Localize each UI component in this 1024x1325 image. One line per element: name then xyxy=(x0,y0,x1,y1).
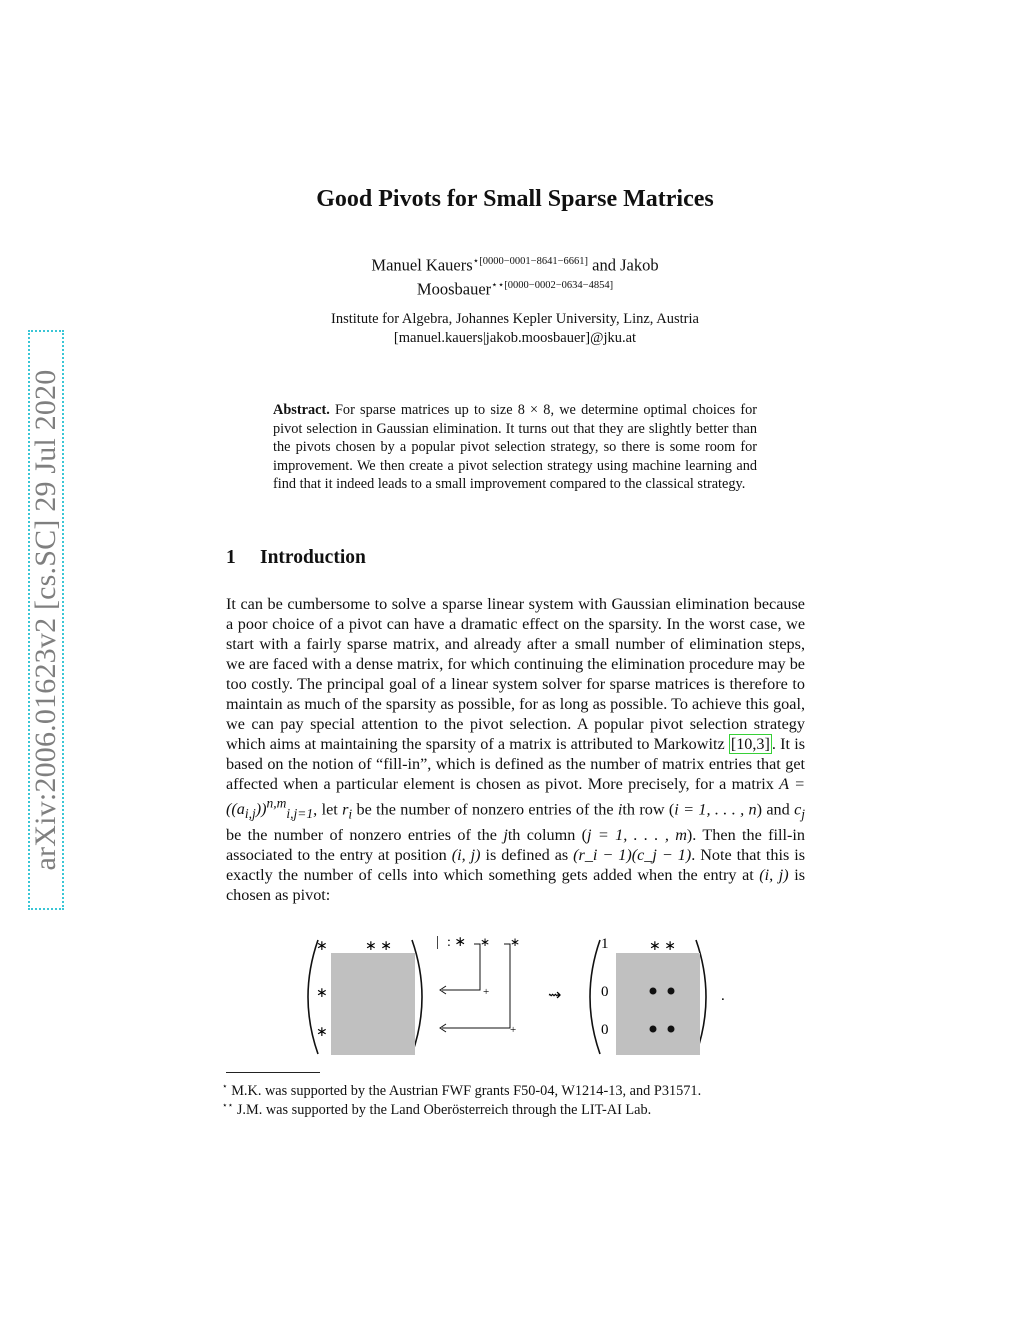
r-subscript: i xyxy=(348,806,353,822)
section-number: 1 xyxy=(226,547,236,568)
footnote-2 xyxy=(222,1096,651,1119)
arrow-line-1 xyxy=(442,944,480,990)
matrix-sup: n,m xyxy=(266,796,287,811)
intro-text-6: ) and xyxy=(756,800,795,819)
matrix-close: )) xyxy=(255,800,267,819)
footnote-2-text: J.M. was supported by the Land Oberösterreich through the LIT-AI Lab. xyxy=(236,1101,652,1118)
left-star-mid: ∗ xyxy=(316,986,328,1001)
i-index: i xyxy=(617,800,623,819)
author-name-1: Manuel Kauers xyxy=(371,255,473,275)
left-shaded-block xyxy=(331,953,415,1055)
institute-line: Institute for Algebra, Johannes Kepler University, Linz, Austria xyxy=(331,311,699,327)
left-star-top-b: ∗ ∗ xyxy=(365,939,392,954)
col-star-1: ∗ xyxy=(480,935,491,949)
r-symbol: r xyxy=(342,800,349,819)
email-line: [manuel.kauers|jakob.moosbauer]@jku.at xyxy=(393,330,637,346)
right-zero-1: 0 xyxy=(601,984,609,1000)
abstract-text: For sparse matrices up to size 8 × 8, we determine optimal choices for pivot selection in Gaussian elimination. It turns out that they are slightly better than the pivots chosen by a popular pivot selection strategy, so there is some room for improvement. We then create a pivot selection strategy using machine learning and find that it indeed leads to a small improvement compared to the classical strategy. xyxy=(273,402,757,492)
intro-text-3: , let xyxy=(313,800,343,819)
right-paren-open xyxy=(590,940,600,1054)
fill-dot-4 xyxy=(668,1026,675,1033)
position-ij-2: (i, j) xyxy=(759,865,789,884)
author-connector: and Jakob xyxy=(592,255,659,275)
right-one: 1 xyxy=(601,936,609,952)
arrow-line-2 xyxy=(442,944,510,1028)
right-stars: ∗ ∗ xyxy=(649,939,676,954)
intro-text-2: . It is based on the notion of “fill-in”, which is defined as the number of matrix entries that get affected when a particular element is chosen as pivot. More precisely, for a matrix xyxy=(226,735,805,793)
fill-dot-3 xyxy=(650,1026,657,1033)
author-2-orcid: ⋆⋆[0000−0002−0634−4854] xyxy=(491,279,614,291)
left-star-bot: ∗ xyxy=(316,1025,328,1040)
intro-text-10: is defined as xyxy=(480,845,574,864)
footnote-1-text: M.K. was supported by the Austrian FWF grants F50-04, W1214-13, and P31571. xyxy=(231,1082,702,1099)
section-title: Introduction xyxy=(260,547,366,568)
j-index: j xyxy=(503,825,508,844)
author-1-orcid: ⋆[0000−0001−8641−6661] xyxy=(472,256,589,267)
fill-dot-1 xyxy=(650,988,657,995)
matrix-expr: A = ((a xyxy=(226,775,805,819)
intro-text-7: be the number of nonzero entries of the xyxy=(226,825,504,844)
row-label: : ∗ xyxy=(447,935,467,950)
fill-in-formula: (r_i − 1)(c_j − 1) xyxy=(573,845,692,864)
left-star-top-a: ∗ xyxy=(316,939,328,954)
c-subscript: j xyxy=(801,806,806,822)
intro-text-1: It can be cumbersome to solve a sparse linear system with Gaussian elimination because a poor choice of a pivot can have a dramatic effect on the sparsity. In the worst case, we start with a fairly sparse matrix, and already after a small number of elimination steps, we are faced with a dense matrix, for which continuing the elimination procedure may be too costly. The principal goal of a linear system solver for sparse matrices is therefore to maintain as much of the sparsity as possible, for as long as possible. To achieve this goal, we can pay special attention to the pivot selection. A popular pivot selection strategy which aims at maintaining the sparsity of a matrix is attributed to Markowitz xyxy=(226,595,805,753)
matrix-sub-range: i,j=1 xyxy=(286,806,314,822)
right-zero-2: 0 xyxy=(601,1022,609,1038)
intro-text-4: be the number of nonzero entries of the xyxy=(352,800,618,819)
footnote-rule xyxy=(226,1072,320,1073)
paper-title: Good Pivots for Small Sparse Matrices xyxy=(316,186,714,212)
footnote-1-mark: ⋆ xyxy=(222,1081,228,1091)
matrix-sub-ij: i,j xyxy=(244,806,256,822)
arxiv-identifier: arXiv:2006.01623v2 [cs.SC] 29 Jul 2020 xyxy=(29,369,62,871)
plus-2: + xyxy=(510,1024,517,1036)
leads-to-arrow: ⇝ xyxy=(548,987,562,1004)
intro-text-9: ). Then the fill-in associated to the entry at position xyxy=(226,825,806,864)
col-star-2: ∗ xyxy=(510,935,521,949)
c-symbol: c xyxy=(794,800,802,819)
intro-text-12: is chosen as pivot: xyxy=(226,865,805,904)
intro-text-8: th column ( xyxy=(507,825,588,844)
right-shaded-block xyxy=(616,953,700,1055)
j-range: j = 1, . . . , m xyxy=(587,825,687,844)
fill-dot-2 xyxy=(668,988,675,995)
intro-text-11: . Note that this is exactly the number of cells into which something gets added when the entry at xyxy=(226,845,805,884)
i-range: i = 1, . . . , n xyxy=(674,800,757,819)
abstract-label: Abstract. xyxy=(273,402,330,418)
citation-link[interactable]: [10,3] xyxy=(730,735,770,753)
position-ij-1: (i, j) xyxy=(451,845,481,864)
intro-text-5: th row ( xyxy=(622,800,675,819)
diagram-period: . xyxy=(721,988,725,1004)
row-bar: | xyxy=(436,934,440,950)
author-name-2: Moosbauer xyxy=(416,279,492,298)
plus-1: + xyxy=(483,986,490,998)
footnote-2-mark: ⋆⋆ xyxy=(222,1100,234,1110)
